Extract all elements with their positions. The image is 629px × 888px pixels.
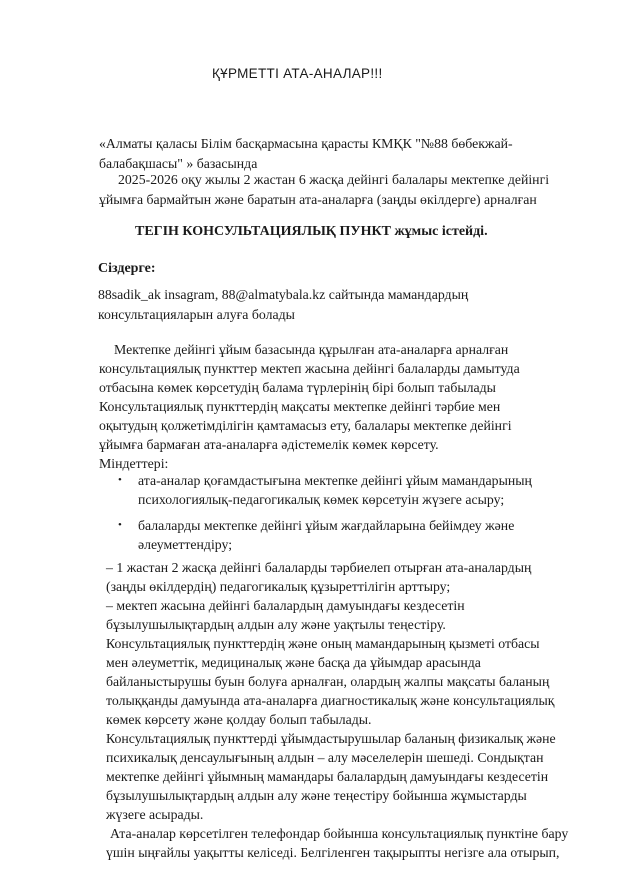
section-heading: ТЕГІН КОНСУЛЬТАЦИЯЛЫҚ ПУНКТ жұмыс істейді. bbox=[135, 224, 488, 239]
body-line: көмек көрсету және қолдау болып табылады. bbox=[106, 712, 372, 727]
body-line: үшін ыңғайлы уақытты келіседі. Белгіленген тақырыпты негізге ала отырып, bbox=[106, 845, 560, 860]
body-line: байланыстырушы буын болуға арналған, олардың жалпы мақсаты баланың bbox=[106, 674, 550, 689]
body-line: (заңды өкілдердің) педагогикалық құзыреттілігін арттыру; bbox=[106, 579, 451, 594]
body-line: Ата-аналар көрсетілген телефондар бойынша консультациялық пунктіне бару bbox=[110, 826, 569, 841]
intro-line-1: «Алматы қаласы Білім басқармасына қарасты КМҚК "№88 бөбекжай- bbox=[99, 136, 513, 151]
body-line: бұзылушылықтардың алдын алу және теңестіру бойынша жұмыстарды bbox=[106, 788, 527, 803]
body-line: бұзылушылықтардың алдын алу және уақтылы теңестіру. bbox=[106, 617, 446, 632]
body-line: мен әлеуметтік, медициналық және басқа да ұйымдар арасында bbox=[106, 655, 481, 670]
document-title: ҚҰРМЕТТІ АТА-АНАЛАР!!! bbox=[212, 66, 383, 81]
body-line: Консультациялық пункттерді ұйымдастырушылар баланың физикалық және bbox=[106, 731, 556, 746]
task-item: • ата-аналар қоғамдастығына мектепке дейінгі ұйым мамандарының психологиялық-педагогикалық көмек көрсетуін жүзеге асыру; bbox=[118, 471, 532, 509]
greeting: Сіздерге: bbox=[98, 261, 156, 276]
body-line: – мектеп жасына дейінгі балалардың дамуындағы кездесетін bbox=[106, 598, 465, 613]
about-line: Мектепке дейінгі ұйым базасында құрылған ата-аналарға арналған bbox=[114, 342, 509, 357]
body-line: Консультациялық пункттердің және оның мамандарының қызметі отбасы bbox=[106, 636, 540, 651]
tasks-label: Міндеттері: bbox=[99, 456, 169, 471]
about-line: отбасына көмек көрсетудің балама түрлерінің бірі болып табылады bbox=[99, 380, 496, 395]
body-line: жүзеге асырады. bbox=[106, 807, 204, 822]
about-line: оқытудың қолжетімділігін қамтамасыз ету, балалары мектепке дейінгі bbox=[99, 418, 512, 433]
about-line: ұйымға бармаған ата-аналарға әдістемелік көмек көрсету. bbox=[99, 437, 439, 452]
audience-line-1: 2025-2026 оқу жылы 2 жастан 6 жасқа дейінгі балалары мектепке дейінгі bbox=[118, 172, 550, 187]
contacts-line-1: 88sadik_ak insagram, 88@almatybala.kz сайтында мамандардың bbox=[98, 287, 469, 302]
about-line: Консультациялық пункттердің мақсаты мектепке дейінгі тәрбие мен bbox=[99, 399, 501, 414]
tasks-list bbox=[118, 471, 532, 561]
contacts-line-2: консультацияларын алуға болады bbox=[98, 307, 295, 322]
intro-line-2: балабақшасы" » базасында bbox=[99, 156, 258, 171]
body-line: психикалық денсаулығының алдын – алу мәселелерін шешеді. Сондықтан bbox=[106, 750, 544, 765]
about-line: консультациялық пункттер мектеп жасына дейінгі балаларды дамытуда bbox=[99, 361, 520, 376]
audience-line-2: ұйымға бармайтын және баратын ата-аналарға (заңды өкілдерге) арналған bbox=[99, 192, 537, 207]
task-item: • балаларды мектепке дейінгі ұйым жағдайларына бейімдеу және әлеуметтендіру; bbox=[118, 516, 532, 554]
body-line: толыққанды дамуында ата-аналарға диагностикалық және консультациялық bbox=[106, 693, 555, 708]
body-line: мектепке дейінгі ұйымның мамандары балалардың дамуындағы кездесетін bbox=[106, 769, 549, 784]
body-line: – 1 жастан 2 жасқа дейінгі балаларды тәрбиелеп отырған ата-аналардың bbox=[106, 560, 532, 575]
